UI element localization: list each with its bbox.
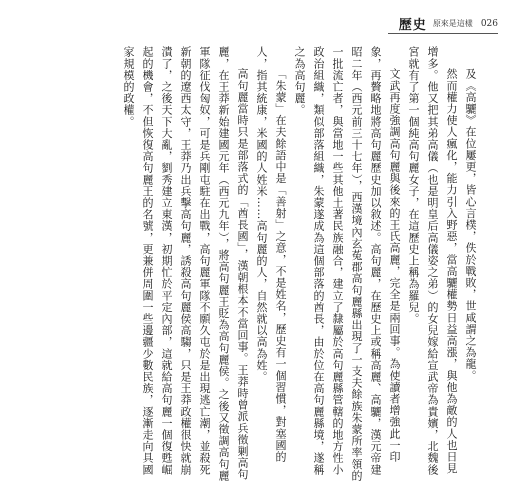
book-title: 歷史 bbox=[398, 18, 427, 33]
book-subtitle: 原來是這樣 bbox=[432, 19, 473, 28]
page-number: 026 bbox=[480, 18, 498, 29]
paragraph-1: 然而權力使人瘋化，能力引入野惡，當高驪權勢日益高漲，與他為敵的人也日見增多。他又把其弟高儀（也是明皇后高儀姿之弟）的女兒嫁給宣武帝為貴嬪，北魏後宮就有了第一個純高句麗女子，在這歷史上稱為羅兒。 bbox=[407, 46, 458, 476]
body-text bbox=[50, 46, 480, 482]
paragraph-2: 文武再度強調高句麗與後來的王氏高麗，完全是兩回事。為使讀者增強此一印象，再贅略地將高句麗歷史加以敘述。高句麗，在歷史上或稱高麗、高驪，漢元帝建昭二年（西元前三十七年），西漢境內玄菟郡高句麗縣出現了一支夫餘族朱蒙所率領的一批流亡者，與當地一些其他土著民族融合，建立了隸屬於高句麗縣管轄的地方性小政治組織，類似部落組織，朱蒙遂成為這個部落的酋長，由於位在高句麗縣境，遂稱之為高句麗。 bbox=[293, 46, 401, 482]
paragraph-4: 高句麗當時只是部落式的「酋長國」，漢朝根本不當回事。王莽時曾派兵徵剿高句麗，在王莽新始建國元年（西元九年），將高句麗王貶為高句麗侯。之後又徵調高句麗軍隊征伐匈奴，可是兵剛屯駐在出戰，高句麗軍隊不願久屯於是出現逃亡潮，並殺死新朝的遼西太守，王莽乃出兵擊高句麗，誘殺高句麗侯高騶，只是王莽政權很快就崩潰了，之後天下大亂，劉秀建立東漢，初期忙於平定內部，這就給高句麗一個復甦崛起的機會，不但恢復高句麗王的名號，更兼併周圍一些邊疆少數民族，逐漸走向具國家規模的政權。 bbox=[122, 46, 249, 482]
header-rule bbox=[388, 33, 498, 34]
paragraph-3: 「朱蒙」在夫餘語中是「善射」之意，不是姓名，歷史有一個習慣，對塞國的人，指其統康，米國的人姓米……高句麗的人，自然就以高為姓。 bbox=[255, 46, 287, 463]
page-header bbox=[399, 14, 498, 33]
intro-quote: 及《高驪》在位屢更，皆心言樸，佚於戰敗，世咸謂之為龍。 bbox=[464, 68, 477, 382]
